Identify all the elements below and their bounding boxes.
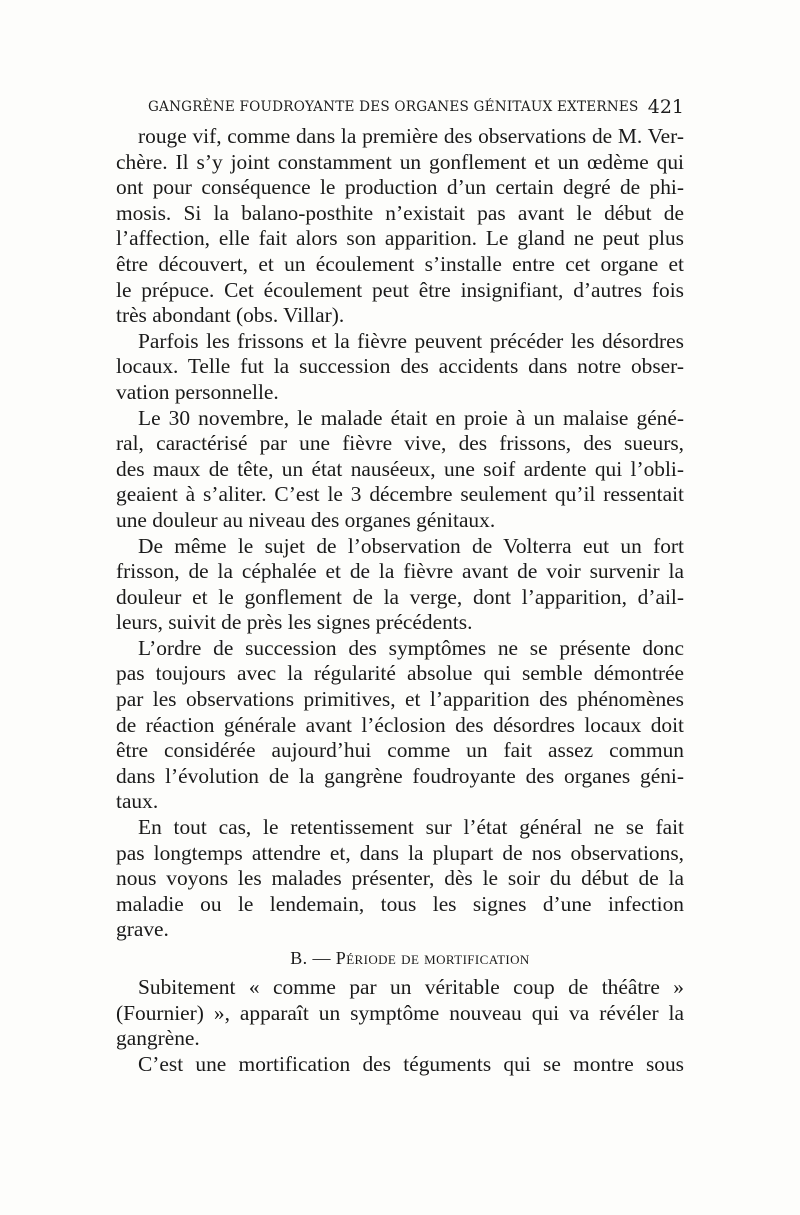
text-line: être considérée aujourd’hui comme un fait assez commun bbox=[116, 738, 684, 763]
paragraphs-before-heading bbox=[116, 124, 684, 943]
text-line: taux. bbox=[116, 789, 159, 814]
text-line: Le 30 novembre, le malade était en proie à un malaise géné- bbox=[138, 405, 684, 430]
text-line: des maux de tête, un état nauséeux, une soif ardente qui l’obli- bbox=[116, 456, 684, 481]
text-line: En tout cas, le retentissement sur l’état général ne se fait bbox=[138, 815, 684, 840]
text-line: Parfois les frissons et la fièvre peuvent précéder les désordres bbox=[138, 328, 684, 353]
text-line: locaux. Telle fut la succession des accidents dans notre obser- bbox=[116, 354, 684, 379]
text-line: C’est une mortification des téguments qui se montre sous bbox=[138, 1051, 684, 1076]
text-line: être découvert, et un écoulement s’installe entre cet organe et bbox=[116, 251, 684, 276]
text-line: rouge vif, comme dans la première des observations de M. Ver- bbox=[138, 124, 684, 148]
text-line: maladie ou le lendemain, tous les signes d’une infection bbox=[116, 891, 684, 916]
paragraph bbox=[116, 329, 684, 406]
page-header bbox=[148, 96, 684, 120]
paragraph bbox=[116, 636, 684, 815]
text-line: (Fournier) », apparaît un symptôme nouveau qui va révéler la bbox=[116, 1000, 684, 1025]
text-line: frisson, de la céphalée et de la fièvre avant de voir survenir la bbox=[116, 559, 684, 584]
text-line: dans l’évolution de la gangrène foudroyante des organes géni- bbox=[116, 763, 684, 788]
text-line: vation personnelle. bbox=[116, 379, 279, 404]
text-line: leurs, suivit de près les signes précédents. bbox=[116, 610, 473, 635]
text-line: L’ordre de succession des symptômes ne se présente donc bbox=[138, 635, 684, 660]
text-line: nous voyons les malades présenter, dès le soir du début de la bbox=[116, 866, 684, 891]
text-line: pas toujours avec la régularité absolue qui semble démontrée bbox=[116, 661, 684, 686]
paragraphs-after-heading bbox=[116, 975, 684, 1077]
text-line: De même le sujet de l’observation de Volterra eut un fort bbox=[138, 533, 684, 558]
text-line: chère. Il s’y joint constamment un gonflement et un œdème qui bbox=[116, 149, 684, 174]
text-line: grave. bbox=[116, 917, 169, 942]
paragraph bbox=[116, 1052, 684, 1078]
text-line: ont pour conséquence le production d’un certain degré de phi- bbox=[116, 175, 684, 200]
paragraph bbox=[116, 815, 684, 943]
text-line: très abondant (obs. Villar). bbox=[116, 303, 345, 328]
section-heading: B. — Période de mortification bbox=[290, 948, 530, 968]
text-line: pas longtemps attendre et, dans la plupart de nos observations, bbox=[116, 840, 684, 865]
text-line: par les observations primitives, et l’apparition des phénomènes bbox=[116, 687, 684, 712]
text-line: ral, caractérisé par une fièvre vive, des frissons, des sueurs, bbox=[116, 431, 684, 456]
text-line: une douleur au niveau des organes génitaux. bbox=[116, 507, 496, 532]
text-line: de réaction générale avant l’éclosion des désordres locaux doit bbox=[116, 712, 684, 737]
body-text bbox=[116, 124, 684, 1077]
text-line: le prépuce. Cet écoulement peut être insignifiant, d’autres fois bbox=[116, 277, 684, 302]
text-line: mosis. Si la balano-posthite n’existait pas avant le début de bbox=[116, 200, 684, 225]
text-line: geaient à s’aliter. C’est le 3 décembre seulement qu’il ressentait bbox=[116, 482, 684, 507]
text-line: Subitement « comme par un véritable coup de théâtre » bbox=[138, 975, 684, 999]
text-line: gangrène. bbox=[116, 1026, 200, 1051]
page-number: 421 bbox=[647, 96, 684, 118]
paragraph bbox=[116, 406, 684, 534]
paragraph bbox=[116, 975, 684, 1052]
paragraph bbox=[116, 534, 684, 636]
text-line: l’affection, elle fait alors son apparition. Le gland ne peut plus bbox=[116, 226, 684, 251]
paragraph bbox=[116, 124, 684, 329]
text-line: douleur et le gonflement de la verge, dont l’apparition, d’ail- bbox=[116, 584, 684, 609]
running-title: GANGRÈNE FOUDROYANTE DES ORGANES GÉNITAUX EXTERNES bbox=[148, 99, 639, 115]
